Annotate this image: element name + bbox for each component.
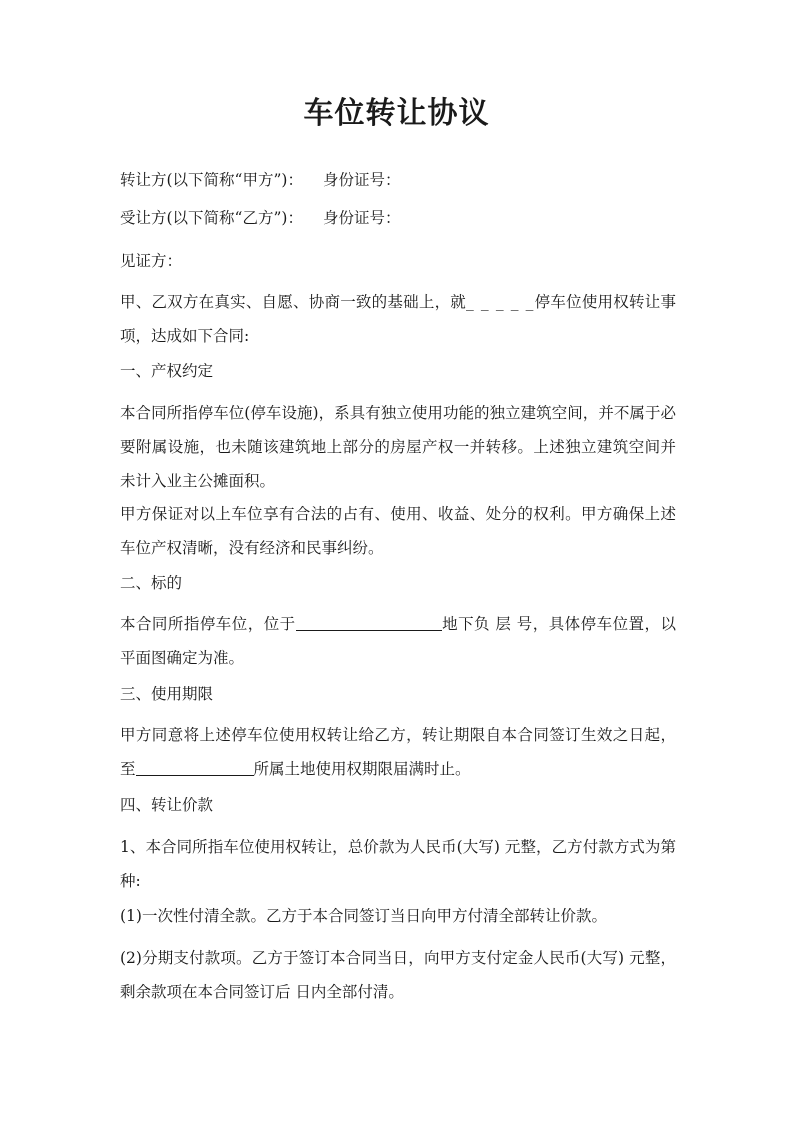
- witness-line: 见证方：: [120, 252, 183, 270]
- section1-paragraph2: 甲方保证对以上车位享有合法的占有、使用、收益、处分的权利。甲方确保上述车位产权清晰，没有经济和民事纠纷。: [120, 505, 676, 557]
- transferor-line: [120, 163, 676, 197]
- section3-heading: 三、使用期限: [120, 685, 214, 703]
- section3-paragraph: [120, 718, 676, 786]
- intro-text-after: 停车位使用权转让事项，达成如下合同:: [120, 293, 676, 345]
- section2-heading: 二、标的: [120, 574, 183, 592]
- intro-paragraph: [120, 285, 676, 353]
- intro-blank: _ _ _ _ _: [466, 293, 535, 311]
- transferee-line: [120, 201, 676, 235]
- location-blank: [296, 614, 442, 631]
- transferee-id-label: 身份证号：: [322, 209, 401, 227]
- section2-text-before: 本合同所指停车位，位于: [120, 615, 296, 633]
- section4-option2: (2)分期支付款项。乙方于签订本合同当日，向甲方支付定金人民币(大写) 元整，剩余款项在本合同签订后 日内全部付清。: [120, 949, 676, 1001]
- term-blank: [136, 759, 254, 776]
- transferor-party-label: 转让方(以下简称“甲方”)：: [120, 171, 303, 189]
- section3-text-before: 甲方同意将上述停车位使用权转让给乙方，转让期限自本合同签订生效之日起，至: [120, 726, 676, 778]
- section1-paragraph1: 本合同所指停车位(停车设施)，系具有独立使用功能的独立建筑空间，并不属于必要附属设施，也未随该建筑地上部分的房屋产权一并转移。上述独立建筑空间并未计入业主公摊面积。: [120, 404, 676, 490]
- section2-text-after: 地下负 层 号，具体停车位置，以平面图确定为准。: [120, 615, 676, 667]
- intro-text-before: 甲、乙双方在真实、自愿、协商一致的基础上，就: [120, 293, 467, 311]
- section4-option1: (1)一次性付清全款。乙方于本合同签订当日向甲方付清全部转让价款。: [120, 907, 607, 925]
- section4-heading: 四、转让价款: [120, 796, 214, 814]
- section3-text-after: 所属土地使用权期限届满时止。: [253, 760, 471, 778]
- transferee-party-label: 受让方(以下简称“乙方”)：: [120, 209, 303, 227]
- transferor-id-label: 身份证号：: [322, 171, 401, 189]
- section2-paragraph: [120, 607, 676, 675]
- section4-item1: 1、本合同所指车位使用权转让，总价款为人民币(大写) 元整，乙方付款方式为第 种:: [120, 838, 676, 890]
- section1-heading: 一、产权约定: [120, 362, 214, 380]
- document-title: 车位转让协议: [303, 96, 490, 131]
